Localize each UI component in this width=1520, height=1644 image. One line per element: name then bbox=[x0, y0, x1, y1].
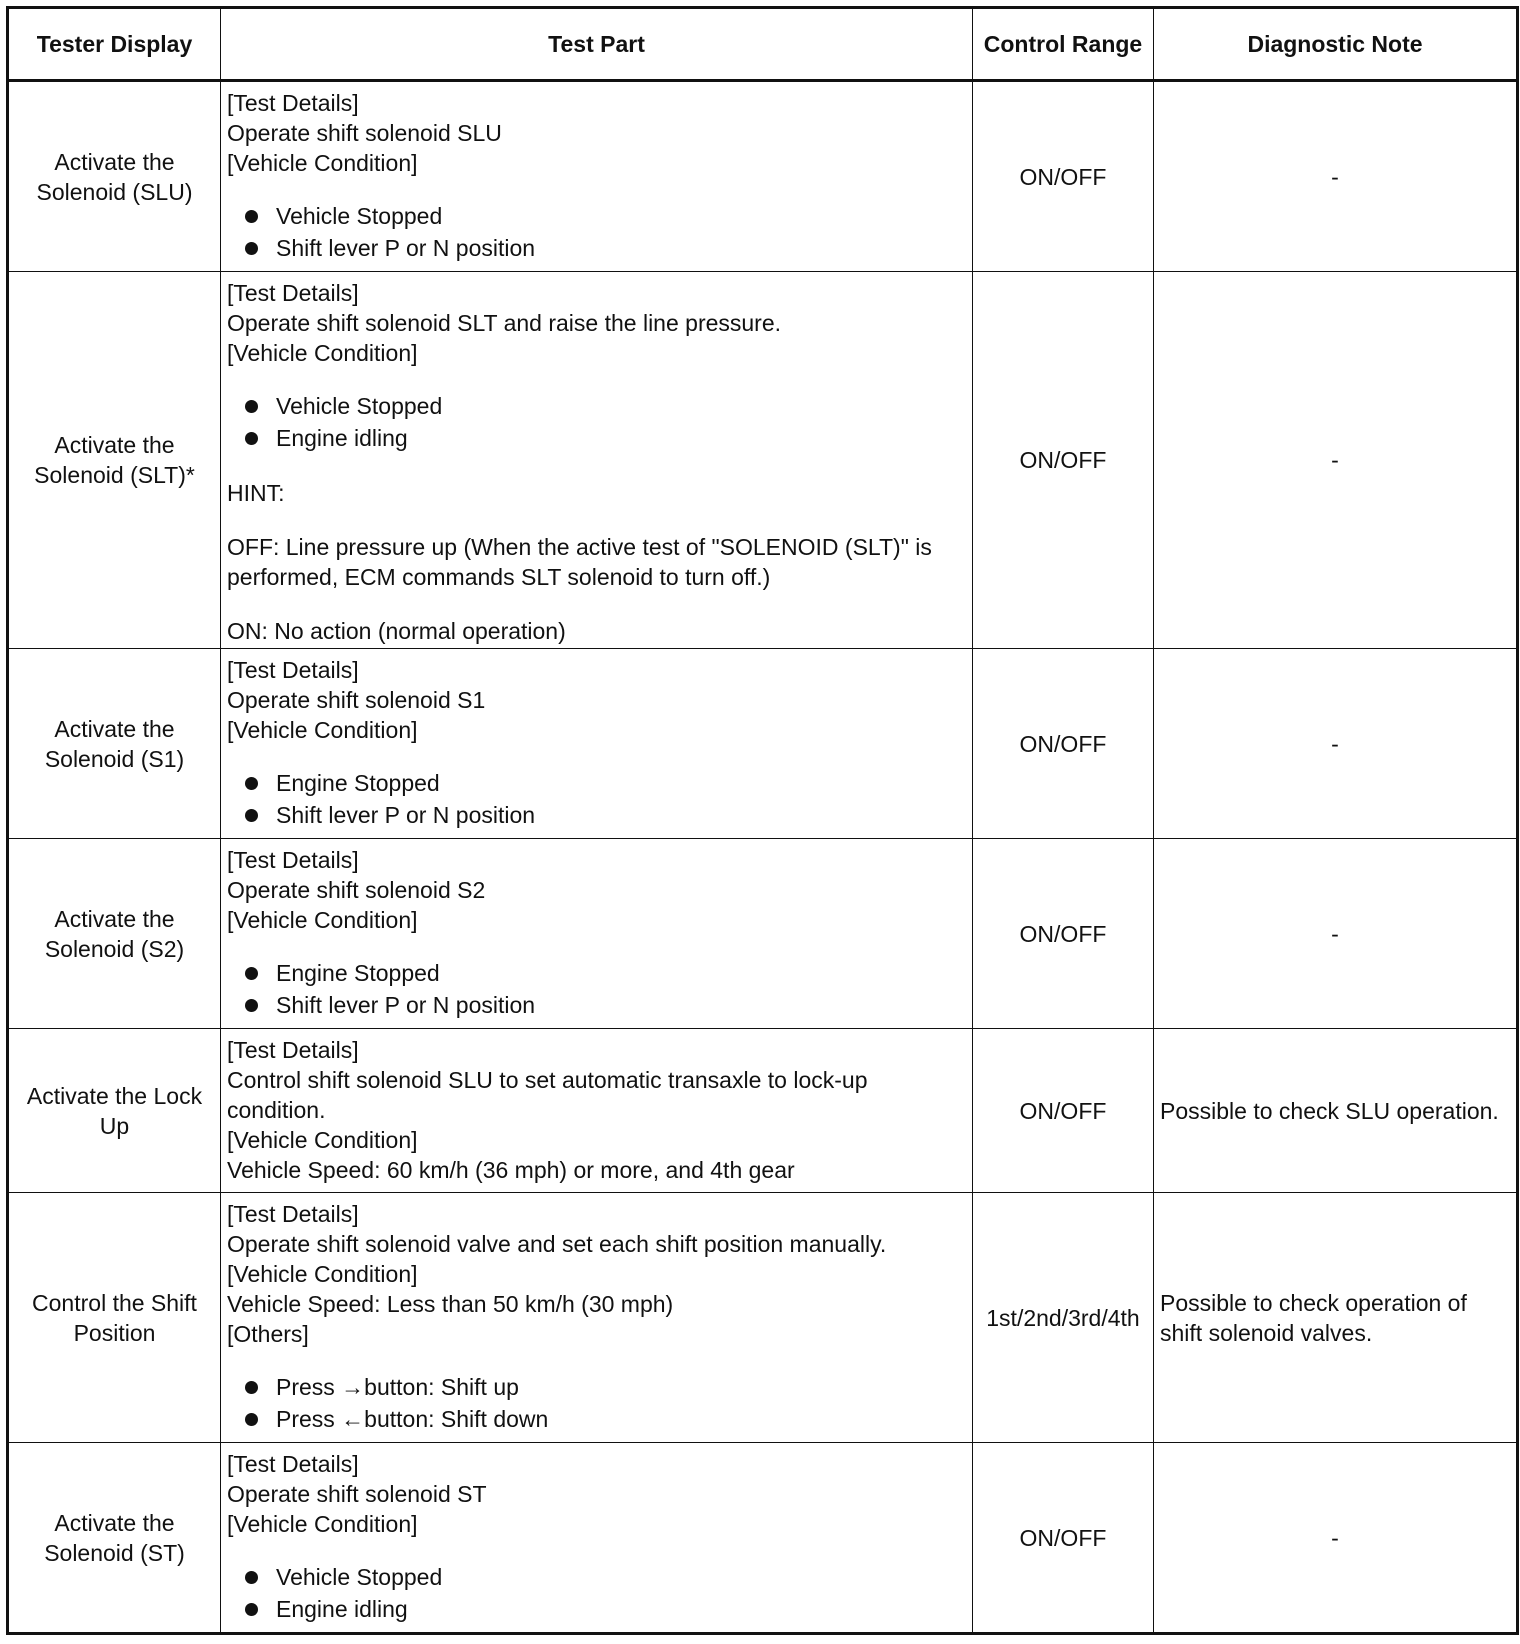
test-details-text: Operate shift solenoid valve and set each shift position manually. bbox=[227, 1231, 887, 1257]
control-range-cell: 1st/2nd/3rd/4th bbox=[973, 1193, 1154, 1443]
control-range-cell: ON/OFF bbox=[973, 81, 1154, 272]
tester-display-cell: Activate the Solenoid (ST) bbox=[8, 1443, 221, 1634]
list-item: Shift lever P or N position bbox=[243, 232, 966, 264]
list-item: Press ←button: Shift down bbox=[243, 1403, 966, 1435]
list-item: Vehicle Stopped bbox=[243, 390, 966, 422]
vehicle-condition-label: [Vehicle Condition] bbox=[227, 1127, 418, 1153]
vehicle-condition-label: [Vehicle Condition] bbox=[227, 150, 418, 176]
active-test-table bbox=[6, 6, 1519, 1635]
test-part-cell bbox=[221, 81, 973, 272]
tester-display-cell: Control the Shift Position bbox=[8, 1193, 221, 1443]
test-details-label: [Test Details] bbox=[227, 657, 359, 683]
vehicle-condition-label: [Vehicle Condition] bbox=[227, 1511, 418, 1537]
test-details-label: [Test Details] bbox=[227, 1201, 359, 1227]
table-row bbox=[8, 649, 1518, 839]
tester-display-cell: Activate the Lock Up bbox=[8, 1029, 221, 1193]
list-item: Vehicle Stopped bbox=[243, 200, 966, 232]
table-row bbox=[8, 81, 1518, 272]
condition-list bbox=[227, 957, 966, 1021]
test-part-cell bbox=[221, 272, 973, 649]
test-details-label: [Test Details] bbox=[227, 280, 359, 306]
diagnostic-note-cell: - bbox=[1154, 272, 1518, 649]
test-details-text: Control shift solenoid SLU to set automatic transaxle to lock-up condition. bbox=[227, 1067, 868, 1123]
tester-display-cell: Activate the Solenoid (SLU) bbox=[8, 81, 221, 272]
diagnostic-note-cell: - bbox=[1154, 1443, 1518, 1634]
hint-label: HINT: bbox=[227, 480, 285, 506]
diagnostic-note-cell: Possible to check SLU operation. bbox=[1154, 1029, 1518, 1193]
test-details-label: [Test Details] bbox=[227, 847, 359, 873]
hint-on-text: ON: No action (normal operation) bbox=[227, 618, 566, 644]
header-test-part: Test Part bbox=[221, 8, 973, 81]
test-part-cell bbox=[221, 1029, 973, 1193]
vehicle-condition-label: [Vehicle Condition] bbox=[227, 340, 418, 366]
vehicle-condition-label: [Vehicle Condition] bbox=[227, 1261, 418, 1287]
test-part-cell bbox=[221, 1193, 973, 1443]
test-details-label: [Test Details] bbox=[227, 1037, 359, 1063]
list-item: Engine idling bbox=[243, 422, 966, 454]
test-details-label: [Test Details] bbox=[227, 90, 359, 116]
header-diagnostic-note: Diagnostic Note bbox=[1154, 8, 1518, 81]
vehicle-condition-text: Vehicle Speed: 60 km/h (36 mph) or more, and 4th gear bbox=[227, 1157, 795, 1183]
list-item: Press →button: Shift up bbox=[243, 1371, 966, 1403]
control-range-cell: ON/OFF bbox=[973, 1029, 1154, 1193]
test-details-label: [Test Details] bbox=[227, 1451, 359, 1477]
test-details-text: Operate shift solenoid S1 bbox=[227, 687, 486, 713]
condition-list bbox=[227, 390, 966, 454]
test-part-cell bbox=[221, 839, 973, 1029]
table-row bbox=[8, 1193, 1518, 1443]
others-label: [Others] bbox=[227, 1321, 309, 1347]
table-header-row bbox=[8, 8, 1518, 81]
diagnostic-note-cell: - bbox=[1154, 839, 1518, 1029]
control-range-cell: ON/OFF bbox=[973, 1443, 1154, 1634]
test-part-cell bbox=[221, 1443, 973, 1634]
tester-display-cell: Activate the Solenoid (SLT)* bbox=[8, 272, 221, 649]
header-tester-display: Tester Display bbox=[8, 8, 221, 81]
control-range-cell: ON/OFF bbox=[973, 649, 1154, 839]
vehicle-condition-text: Vehicle Speed: Less than 50 km/h (30 mph) bbox=[227, 1291, 674, 1317]
vehicle-condition-label: [Vehicle Condition] bbox=[227, 907, 418, 933]
table-row bbox=[8, 839, 1518, 1029]
list-item: Shift lever P or N position bbox=[243, 799, 966, 831]
tester-display-cell: Activate the Solenoid (S2) bbox=[8, 839, 221, 1029]
table-row bbox=[8, 272, 1518, 649]
test-details-text: Operate shift solenoid S2 bbox=[227, 877, 486, 903]
hint-off-text: OFF: Line pressure up (When the active test of "SOLENOID (SLT)" is performed, ECM commands SLT solenoid to turn off.) bbox=[227, 534, 932, 590]
condition-list bbox=[227, 200, 966, 264]
condition-list bbox=[227, 767, 966, 831]
diagnostic-note-cell: - bbox=[1154, 81, 1518, 272]
condition-list bbox=[227, 1561, 966, 1625]
test-part-cell bbox=[221, 649, 973, 839]
table-row bbox=[8, 1029, 1518, 1193]
control-range-cell: ON/OFF bbox=[973, 839, 1154, 1029]
tester-display-cell: Activate the Solenoid (S1) bbox=[8, 649, 221, 839]
diagnostic-note-cell: - bbox=[1154, 649, 1518, 839]
list-item: Engine Stopped bbox=[243, 767, 966, 799]
control-range-cell: ON/OFF bbox=[973, 272, 1154, 649]
test-details-text: Operate shift solenoid SLU bbox=[227, 120, 502, 146]
header-control-range: Control Range bbox=[973, 8, 1154, 81]
list-item: Vehicle Stopped bbox=[243, 1561, 966, 1593]
list-item: Engine idling bbox=[243, 1593, 966, 1625]
table-row bbox=[8, 1443, 1518, 1634]
list-item: Engine Stopped bbox=[243, 957, 966, 989]
test-details-text: Operate shift solenoid SLT and raise the line pressure. bbox=[227, 310, 782, 336]
list-item: Shift lever P or N position bbox=[243, 989, 966, 1021]
condition-list bbox=[227, 1371, 966, 1435]
diagnostic-note-cell: Possible to check operation of shift solenoid valves. bbox=[1154, 1193, 1518, 1443]
vehicle-condition-label: [Vehicle Condition] bbox=[227, 717, 418, 743]
test-details-text: Operate shift solenoid ST bbox=[227, 1481, 487, 1507]
